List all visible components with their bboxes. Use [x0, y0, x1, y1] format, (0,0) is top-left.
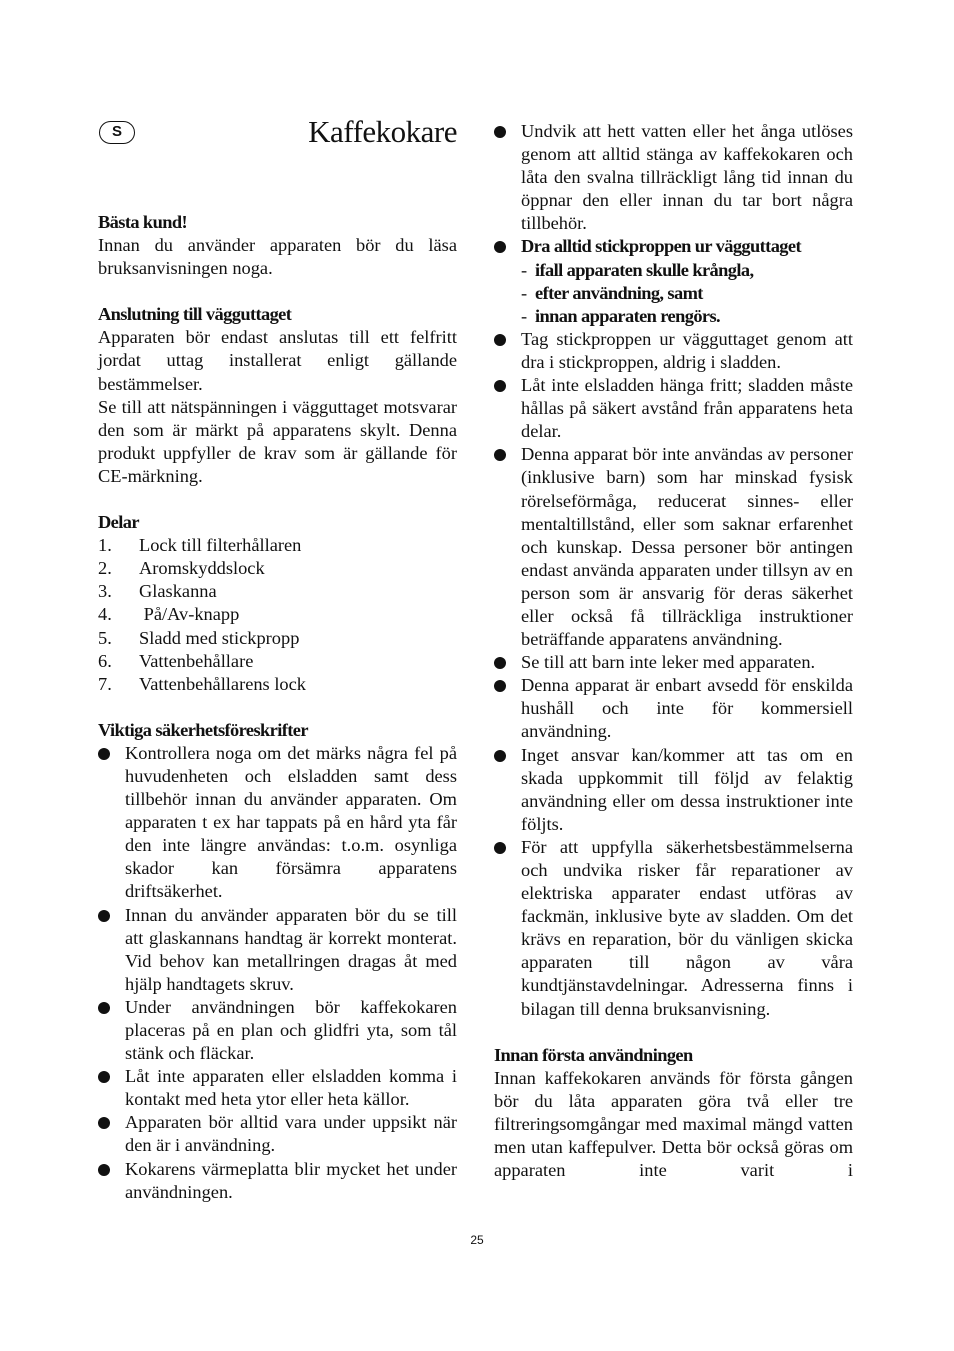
- safety-item-text: Apparaten bör alltid vara under uppsikt när den är i användning.: [125, 1112, 457, 1156]
- page-title: Kaffekokare: [308, 114, 457, 149]
- bullet-icon: [494, 380, 506, 392]
- item-label: Glaskanna: [139, 581, 217, 602]
- unplug-subitem: [494, 259, 853, 282]
- first-use-heading: Innan första användningen: [494, 1044, 693, 1065]
- bullet-icon: [494, 334, 506, 346]
- parts-list-item: [98, 650, 457, 673]
- safety-item: [98, 1111, 457, 1157]
- safety-item-text: Se till att barn inte leker med apparaten.: [521, 652, 816, 673]
- language-badge: S: [99, 121, 135, 144]
- safety-item: [98, 742, 457, 904]
- bullet-icon: [494, 657, 506, 669]
- parts-list: [98, 534, 457, 696]
- intro-heading: Bästa kund!: [98, 212, 187, 232]
- safety-item-text: Låt inte apparaten eller elsladden komma i kontakt med heta ytor eller heta källor.: [125, 1066, 457, 1110]
- bullet-icon: [494, 842, 506, 854]
- safety-item-text: Kontrollera noga om det märks några fel på huvudenheten och elsladden samt dess tillbehör innan du använder apparaten. Om apparaten t ex har tappats på en hård yta får den inte längre användas: t.o.m. osynliga skador kan försämra apparatens driftsäkerhet.: [125, 742, 457, 902]
- item-label: Lock till filterhållaren: [139, 535, 302, 556]
- item-number: 6.: [98, 650, 112, 671]
- unplug-subitem-text: innan apparaten rengörs.: [535, 305, 721, 326]
- safety-item: [494, 836, 853, 1021]
- safety-item: [494, 374, 853, 443]
- safety-item-unplug: [494, 235, 853, 258]
- safety-item: [494, 328, 853, 374]
- parts-list-item: [98, 534, 457, 557]
- unplug-lead: Dra alltid stickproppen ur vägguttaget: [521, 236, 801, 257]
- connection-paragraph: Se till att nätspänningen i vägguttaget motsvarar den som är märkt på apparatens skylt. Denna produkt uppfyller de krav som är gällande för CE-märkning.: [98, 396, 457, 486]
- intro-text: Innan du använder apparaten bör du läsa bruksanvisningen noga.: [98, 235, 457, 279]
- dash: -: [521, 259, 527, 280]
- unplug-subitem-text: efter användning, samt: [535, 282, 703, 303]
- item-label: Vattenbehållarens lock: [139, 673, 306, 694]
- safety-list: [98, 742, 457, 1204]
- item-label: På/Av-knapp: [139, 604, 240, 625]
- unplug-subitem: [494, 282, 853, 305]
- item-number: 2.: [98, 558, 112, 579]
- right-column: [494, 120, 853, 1182]
- safety-heading: Viktiga säkerhetsföreskrifter: [98, 719, 308, 740]
- unplug-subitem-text: ifall apparaten skulle krångla,: [535, 259, 754, 280]
- safety-item-text: Denna apparat är enbart avsedd för enskilda hushåll och inte för kommersiell användning.: [521, 675, 853, 742]
- safety-item: [494, 120, 853, 235]
- dash: -: [521, 305, 527, 326]
- connection-paragraph: Apparaten bör endast anslutas till ett felfritt jordat uttag installerat enligt gällande bestämmelser.: [98, 327, 457, 394]
- bullet-icon: [494, 241, 506, 253]
- safety-item-text: Under användningen bör kaffekokaren placeras på en plan och glidfri yta, som tål stänk och fläckar.: [125, 996, 457, 1064]
- safety-item: [98, 1158, 457, 1204]
- bullet-icon: [98, 748, 110, 760]
- safety-item-text: Innan du använder apparaten bör du se till att glaskannans handtag är korrekt monterat. Vid behov kan metallringen dragas åt med hjälp handtagets skruv.: [125, 904, 457, 994]
- bullet-icon: [494, 750, 506, 762]
- parts-heading: Delar: [98, 512, 139, 533]
- safety-item: [494, 443, 853, 651]
- bullet-icon: [98, 1164, 110, 1176]
- parts-list-item: [98, 580, 457, 603]
- safety-item-text: Kokarens värmeplatta blir mycket het under användningen.: [125, 1158, 457, 1202]
- safety-item-text: Denna apparat bör inte användas av personer (inklusive barn) som har minskad fysisk rörelseförmåga, reducerat sinnes- eller mentaltillstånd, eller som saknar erfarenhet och kunskap. Dessa personer bör antingen endast använda apparaten under tillsyn av en person som är ansvarig för deras säkerhet eller också få tillräckliga instruktioner beträffande apparatens användning.: [521, 444, 853, 650]
- unplug-subitem: [494, 305, 853, 328]
- parts-list-item: [98, 557, 457, 580]
- item-label: Aromskyddslock: [139, 558, 265, 579]
- connection-heading: Anslutning till vägguttaget: [98, 304, 292, 325]
- parts-list-item: [98, 627, 457, 650]
- dash: -: [521, 282, 527, 303]
- left-column: [98, 211, 457, 1204]
- bullet-icon: [494, 126, 506, 138]
- item-label: Vattenbehållare: [139, 650, 254, 671]
- unplug-sublist: [494, 259, 853, 328]
- bullet-icon: [98, 1071, 110, 1083]
- item-number: 3.: [98, 581, 112, 602]
- safety-item-text: Låt inte elsladden hänga fritt; sladden måste hållas på säkert avstånd från apparatens heta delar.: [521, 375, 853, 442]
- safety-list-continued: [494, 120, 853, 259]
- parts-list-item: [98, 673, 457, 696]
- item-label: Sladd med stickpropp: [139, 627, 300, 648]
- safety-item: [98, 1065, 457, 1111]
- safety-item-text: Undvik att hett vatten eller het ånga utlöses genom att alltid stänga av kaffekokaren och låta den svalna tillräckligt lång tid innan du öppnar den eller innan du tar bort några tillbehör.: [521, 121, 853, 234]
- page-number: 25: [470, 1233, 484, 1247]
- safety-list-continued: [494, 328, 853, 1021]
- safety-item-text: För att uppfylla säkerhetsbestämmelserna och undvika risker får reparationer av elektriska apparater endast utföras av fackmän, inklusive byte av sladden. Om det krävs en reparation, bör du vänligen skicka apparaten till någon av våra kundtjänstavdelningar. Adresserna finns i bilagan till denna bruksanvisning.: [521, 836, 853, 1019]
- safety-item: [494, 651, 853, 674]
- bullet-icon: [494, 680, 506, 692]
- parts-list-item: [98, 603, 457, 626]
- safety-item: [494, 674, 853, 743]
- bullet-icon: [98, 1117, 110, 1129]
- item-number: 5.: [98, 627, 112, 648]
- safety-item-text: Inget ansvar kan/kommer att tas om en skada uppkommit till följd av felaktig användning eller om dessa instruktioner inte följts.: [521, 744, 853, 834]
- safety-item: [98, 904, 457, 996]
- item-number: 1.: [98, 535, 112, 556]
- item-number: 4.: [98, 604, 112, 625]
- first-use-text: Innan kaffekokaren används för första gången bör du låta apparaten göra två eller tre filtreringsomgångar med maximal mängd vatten men utan kaffepulver. Detta bör också göras om apparaten inte varit i: [494, 1067, 853, 1181]
- safety-item: [98, 996, 457, 1065]
- item-number: 7.: [98, 673, 112, 694]
- safety-item: [494, 744, 853, 836]
- bullet-icon: [98, 910, 110, 922]
- safety-item-text: Tag stickproppen ur vägguttaget genom att dra i stickproppen, aldrig i sladden.: [521, 328, 853, 372]
- bullet-icon: [494, 449, 506, 461]
- bullet-icon: [98, 1002, 110, 1014]
